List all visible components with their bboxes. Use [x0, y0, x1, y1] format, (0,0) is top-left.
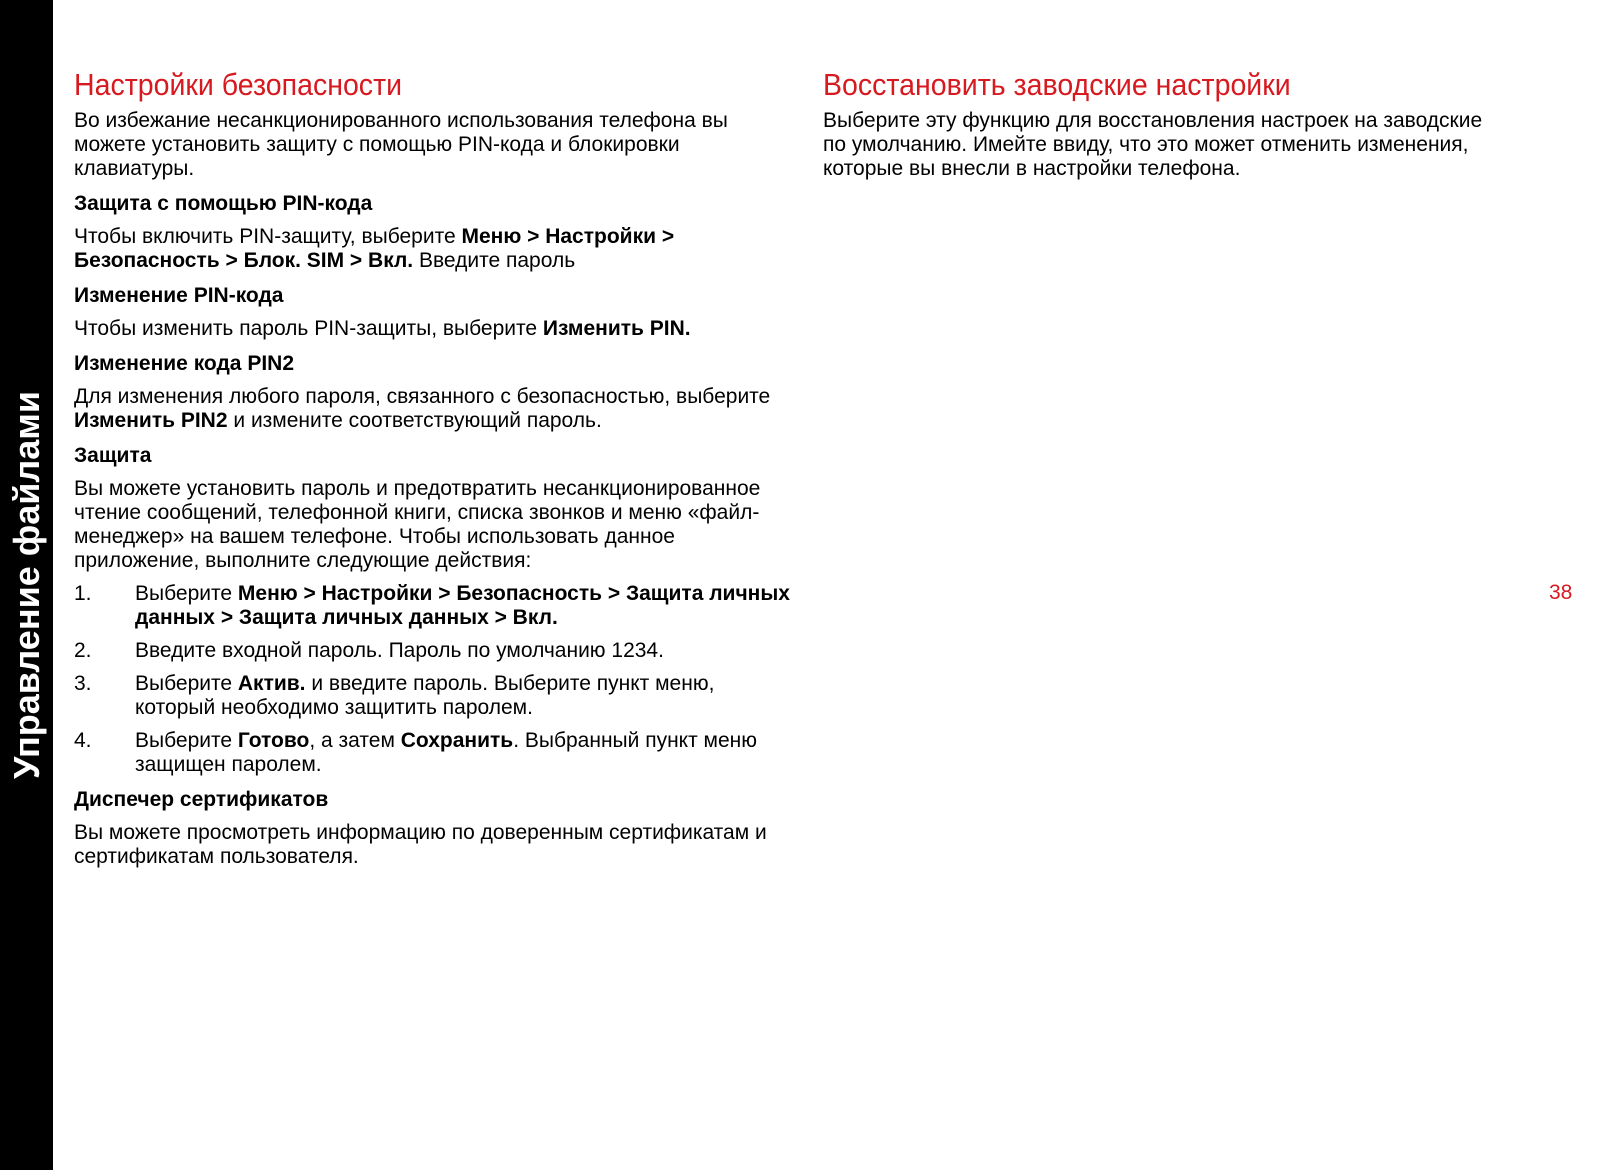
list-item: 4. Выберите Готово, а затем Сохранить. Выбранный пункт меню защищен паролем.	[74, 729, 758, 776]
certificates-heading: Диспечер сертификатов	[74, 788, 329, 811]
page-number: 38	[1549, 581, 1573, 604]
list-item: 3. Выберите Актив. и введите пароль. Выберите пункт меню, который необходимо защитить паролем.	[74, 672, 715, 719]
pin-protection-path: Меню > Настройки > Безопасность > Блок. SIM > Вкл.	[74, 225, 675, 272]
pin-change-text: Чтобы изменить пароль PIN-защиты, выберите Изменить PIN.	[74, 317, 691, 340]
pin-protection-text: Чтобы включить PIN-защиту, выберите Меню > Настройки > Безопасность > Блок. SIM > Вкл. Введите пароль	[74, 225, 675, 272]
pin2-change-option: Изменить PIN2	[74, 409, 228, 432]
pin2-change-heading: Изменение кода PIN2	[74, 352, 295, 375]
list-item: 1. Выберите Меню > Настройки > Безопасность > Защита личных данных > Защита личных данных > Вкл.	[74, 582, 790, 629]
factory-reset-title: Восстановить заводские настройки	[823, 67, 1291, 102]
left-column	[74, 66, 794, 869]
pin-protection-heading: Защита с помощью PIN-кода	[74, 192, 373, 215]
protection-text: Вы можете установить пароль и предотвратить несанкционированное чтение сообщений, телефонной книги, списка звонков и меню «файл-менеджер» на вашем телефоне. Чтобы использовать данное приложение, выполните следующие действия:	[74, 477, 761, 572]
pin2-change-text: Для изменения любого пароля, связанного с безопасностью, выберите Изменить PIN2 и измените соответствующий пароль.	[74, 385, 771, 432]
pin-change-heading: Изменение PIN-кода	[74, 284, 284, 307]
sidebar	[0, 0, 53, 1170]
security-settings-title: Настройки безопасности	[74, 67, 403, 102]
security-intro: Во избежание несанкционированного использования телефона вы можете установить защиту с помощью PIN-кода и блокировки клавиатуры.	[74, 109, 728, 180]
pin-change-option: Изменить PIN.	[542, 317, 691, 340]
sidebar-title: Управление файлами	[6, 390, 47, 780]
protection-steps	[74, 582, 794, 777]
right-column	[823, 66, 1483, 181]
factory-reset-text: Выберите эту функцию для восстановления настроек на заводские по умолчанию. Имейте ввиду, что это может отменить изменения, которые вы внесли в настройки телефона.	[823, 109, 1483, 180]
certificates-text: Вы можете просмотреть информацию по доверенным сертификатам и сертификатам пользователя.	[74, 821, 767, 868]
protection-heading: Защита	[74, 444, 152, 467]
list-item: 2. Введите входной пароль. Пароль по умолчанию 1234.	[74, 639, 664, 662]
